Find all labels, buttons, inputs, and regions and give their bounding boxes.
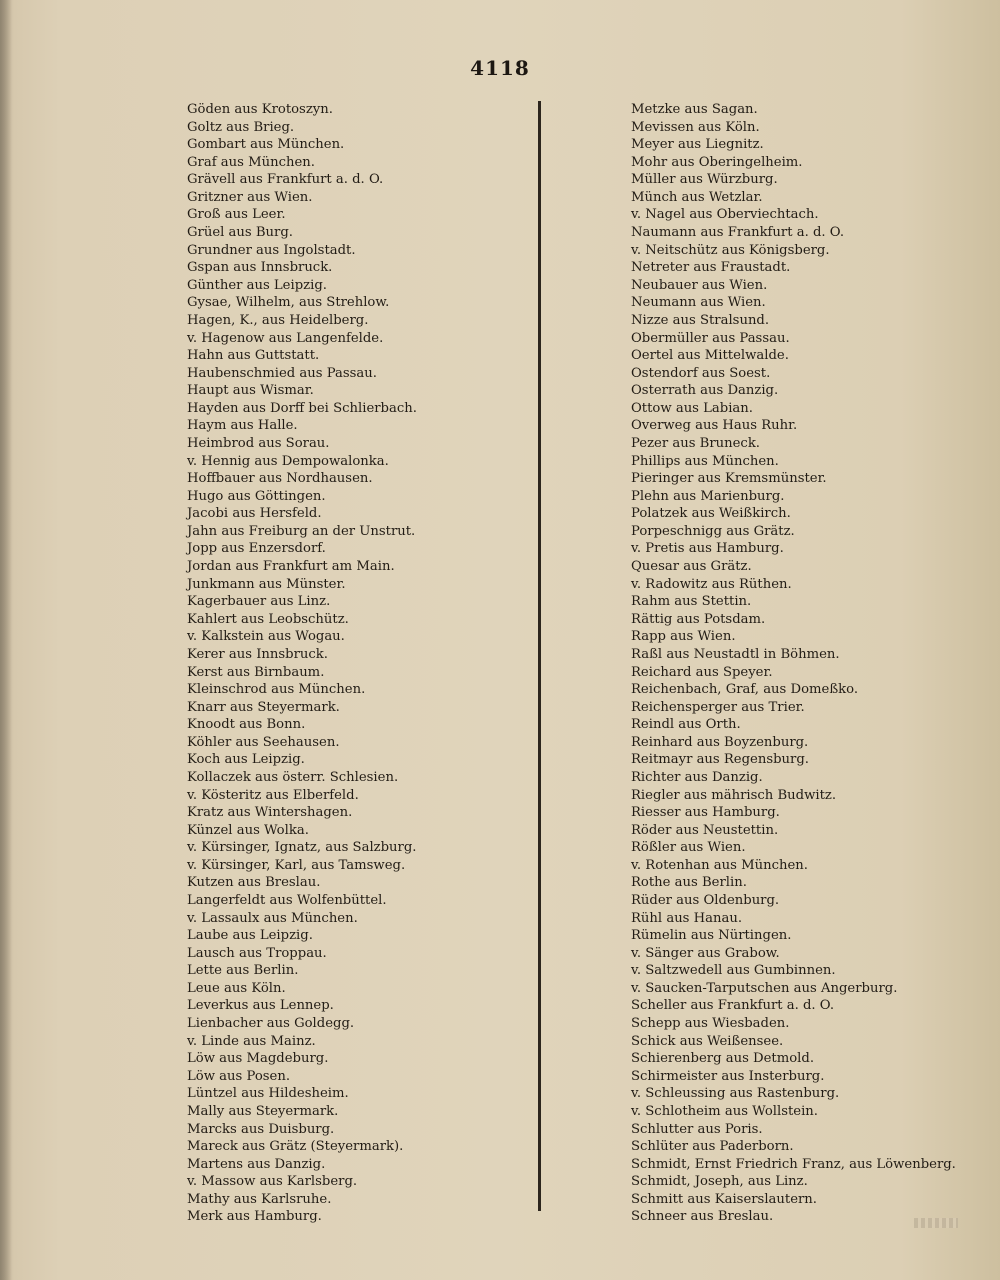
list-item: Naumann aus Frankfurt a. d. O.: [631, 225, 845, 241]
list-item: Riegler aus mährisch Budwitz.: [631, 787, 837, 803]
list-item: Metzke aus Sagan.: [631, 102, 758, 117]
list-item: Mathy aus Karlsruhe.: [187, 1191, 332, 1207]
list-item: Porpeschnigg aus Grätz.: [631, 523, 795, 539]
list-item: Richter aus Danzig.: [631, 769, 763, 785]
page-corner-mark: [914, 1218, 958, 1228]
list-item: Jahn aus Freiburg an der Unstrut.: [187, 523, 416, 539]
list-item: Graf aus München.: [187, 154, 315, 170]
list-item: Müller aus Würzburg.: [631, 172, 778, 188]
list-item: Reichensperger aus Trier.: [631, 699, 805, 715]
list-item: Schirmeister aus Insterburg.: [631, 1068, 825, 1084]
list-item: Polatzek aus Weißkirch.: [631, 506, 791, 522]
list-item: Mareck aus Grätz (Steyermark).: [187, 1139, 404, 1155]
list-item: Mohr aus Oberingelheim.: [631, 154, 803, 170]
list-item: Lausch aus Troppau.: [187, 945, 327, 961]
list-item: Mevissen aus Köln.: [631, 119, 760, 135]
list-item: Schmidt, Ernst Friedrich Franz, aus Löwenberg.: [631, 1156, 956, 1172]
list-item: Mally aus Steyermark.: [187, 1103, 339, 1119]
list-item: Hayden aus Dorff bei Schlierbach.: [187, 400, 417, 416]
list-item: v. Lassaulx aus München.: [187, 910, 358, 926]
list-item: v. Schlotheim aus Wollstein.: [631, 1103, 818, 1119]
list-item: v. Massow aus Karlsberg.: [187, 1174, 358, 1190]
list-item: Raßl aus Neustadtl in Böhmen.: [631, 646, 840, 662]
list-item: Schick aus Weißensee.: [631, 1033, 784, 1049]
list-item: Obermüller aus Passau.: [631, 330, 790, 346]
list-item: Schneer aus Breslau.: [631, 1209, 774, 1225]
list-item: Jacobi aus Hersfeld.: [187, 506, 322, 522]
list-item: Koch aus Leipzig.: [187, 752, 305, 768]
list-item: Schepp aus Wiesbaden.: [631, 1016, 790, 1032]
list-item: v. Hagenow aus Langenfelde.: [187, 330, 384, 346]
list-item: Rüder aus Oldenburg.: [631, 893, 780, 909]
list-item: Hagen, K., aus Heidelberg.: [187, 312, 369, 328]
list-item: Riesser aus Hamburg.: [631, 805, 780, 821]
list-item: Netreter aus Fraustadt.: [631, 260, 791, 276]
list-item: Röder aus Neustettin.: [631, 822, 779, 838]
list-item: v. Nagel aus Oberviechtach.: [631, 207, 819, 223]
list-item: Kutzen aus Breslau.: [187, 875, 321, 891]
list-item: Rothe aus Berlin.: [631, 875, 747, 891]
list-item: v. Linde aus Mainz.: [187, 1033, 316, 1049]
left-name-column: [187, 101, 532, 1226]
list-item: Neumann aus Wien.: [631, 295, 766, 311]
list-item: Gritzner aus Wien.: [187, 189, 313, 205]
list-item: Goltz aus Brieg.: [187, 119, 295, 135]
list-item: Schierenberg aus Detmold.: [631, 1051, 815, 1067]
list-item: Rümelin aus Nürtingen.: [631, 928, 792, 944]
list-item: Haym aus Halle.: [187, 418, 298, 434]
list-item: Grüel aus Burg.: [187, 225, 293, 241]
list-item: Reichard aus Speyer.: [631, 664, 773, 680]
list-item: Rühl aus Hanau.: [631, 910, 743, 926]
list-item: Marcks aus Duisburg.: [187, 1121, 335, 1137]
list-item: Grävell aus Frankfurt a. d. O.: [187, 172, 384, 188]
list-item: Kratz aus Wintershagen.: [187, 805, 353, 821]
list-item: Kerst aus Birnbaum.: [187, 664, 325, 680]
list-item: Kollaczek aus österr. Schlesien.: [187, 769, 399, 785]
list-item: v. Hennig aus Dempowalonka.: [187, 453, 389, 469]
list-item: Lienbacher aus Goldegg.: [187, 1016, 355, 1032]
list-item: Jordan aus Frankfurt am Main.: [187, 559, 395, 575]
list-item: Rößler aus Wien.: [631, 840, 746, 856]
list-item: Heimbrod aus Sorau.: [187, 435, 330, 451]
list-item: v. Schleussing aus Rastenburg.: [631, 1086, 840, 1102]
list-item: Hahn aus Guttstatt.: [187, 348, 320, 364]
list-item: v. Kürsinger, Karl, aus Tamsweg.: [187, 857, 406, 873]
list-item: Kagerbauer aus Linz.: [187, 594, 331, 610]
list-item: Scheller aus Frankfurt a. d. O.: [631, 998, 835, 1014]
list-item: Hugo aus Göttingen.: [187, 488, 326, 504]
list-item: Kerer aus Innsbruck.: [187, 646, 328, 662]
list-item: Martens aus Danzig.: [187, 1156, 326, 1172]
list-item: v. Saucken-Tarputschen aus Angerburg.: [631, 980, 898, 996]
list-item: Langerfeldt aus Wolfenbüttel.: [187, 893, 387, 909]
list-item: v. Rotenhan aus München.: [631, 857, 808, 873]
list-item: Kleinschrod aus München.: [187, 682, 366, 698]
list-item: Leue aus Köln.: [187, 980, 286, 996]
list-item: Leverkus aus Lennep.: [187, 998, 334, 1014]
list-item: Schlüter aus Paderborn.: [631, 1139, 794, 1155]
list-item: Rahm aus Stettin.: [631, 594, 752, 610]
list-item: v. Kösteritz aus Elberfeld.: [187, 787, 359, 803]
list-item: Knarr aus Steyermark.: [187, 699, 340, 715]
column-divider: [538, 101, 541, 1211]
list-item: v. Kürsinger, Ignatz, aus Salzburg.: [187, 840, 417, 856]
list-item: Münch aus Wetzlar.: [631, 189, 763, 205]
list-item: Haubenschmied aus Passau.: [187, 365, 377, 381]
list-item: Grundner aus Ingolstadt.: [187, 242, 356, 258]
list-item: Laube aus Leipzig.: [187, 928, 313, 944]
list-item: Pieringer aus Kremsmünster.: [631, 471, 827, 487]
list-item: Reindl aus Orth.: [631, 717, 741, 733]
list-item: Göden aus Krotoszyn.: [187, 102, 333, 117]
list-item: Rapp aus Wien.: [631, 629, 736, 645]
list-item: Künzel aus Wolka.: [187, 822, 309, 838]
list-item: Groß aus Leer.: [187, 207, 286, 223]
list-item: Knoodt aus Bonn.: [187, 717, 306, 733]
list-item: Ostendorf aus Soest.: [631, 365, 771, 381]
list-item: v. Radowitz aus Rüthen.: [631, 576, 792, 592]
list-item: Oertel aus Mittelwalde.: [631, 348, 789, 364]
list-item: Neubauer aus Wien.: [631, 277, 768, 293]
list-item: Reitmayr aus Regensburg.: [631, 752, 809, 768]
list-item: v. Pretis aus Hamburg.: [631, 541, 784, 557]
list-item: v. Neitschütz aus Königsberg.: [631, 242, 830, 258]
list-item: Meyer aus Liegnitz.: [631, 137, 764, 153]
list-item: Haupt aus Wismar.: [187, 383, 314, 399]
list-item: Phillips aus München.: [631, 453, 779, 469]
list-item: Reinhard aus Boyzenburg.: [631, 734, 809, 750]
list-item: Löw aus Posen.: [187, 1068, 291, 1084]
list-item: Plehn aus Marienburg.: [631, 488, 785, 504]
list-item: Günther aus Leipzig.: [187, 277, 327, 293]
list-item: Schlutter aus Poris.: [631, 1121, 763, 1137]
binding-shadow: [0, 0, 12, 1280]
list-item: Gspan aus Innsbruck.: [187, 260, 333, 276]
right-name-column: [631, 101, 976, 1226]
list-item: Schmitt aus Kaiserslautern.: [631, 1191, 817, 1207]
list-item: Gysae, Wilhelm, aus Strehlow.: [187, 295, 390, 311]
list-item: Overweg aus Haus Ruhr.: [631, 418, 798, 434]
list-item: Löw aus Magdeburg.: [187, 1051, 329, 1067]
list-item: Junkmann aus Münster.: [187, 576, 346, 592]
list-item: Lette aus Berlin.: [187, 963, 299, 979]
list-item: v. Sänger aus Grabow.: [631, 945, 780, 961]
list-item: Merk aus Hamburg.: [187, 1209, 322, 1225]
list-item: Ottow aus Labian.: [631, 400, 753, 416]
page-number: 4118: [470, 56, 530, 80]
list-item: Pezer aus Bruneck.: [631, 435, 761, 451]
list-item: Reichenbach, Graf, aus Domeßko.: [631, 682, 859, 698]
list-item: Hoffbauer aus Nordhausen.: [187, 471, 373, 487]
list-item: Rättig aus Potsdam.: [631, 611, 766, 627]
list-item: Gombart aus München.: [187, 137, 345, 153]
list-item: Nizze aus Stralsund.: [631, 312, 770, 328]
list-item: Kahlert aus Leobschütz.: [187, 611, 349, 627]
list-item: Jopp aus Enzersdorf.: [187, 541, 326, 557]
list-item: Lüntzel aus Hildesheim.: [187, 1086, 349, 1102]
list-item: Osterrath aus Danzig.: [631, 383, 779, 399]
list-item: Köhler aus Seehausen.: [187, 734, 340, 750]
list-item: Schmidt, Joseph, aus Linz.: [631, 1174, 808, 1190]
list-item: v. Saltzwedell aus Gumbinnen.: [631, 963, 836, 979]
list-item: v. Kalkstein aus Wogau.: [187, 629, 345, 645]
list-item: Quesar aus Grätz.: [631, 559, 752, 575]
